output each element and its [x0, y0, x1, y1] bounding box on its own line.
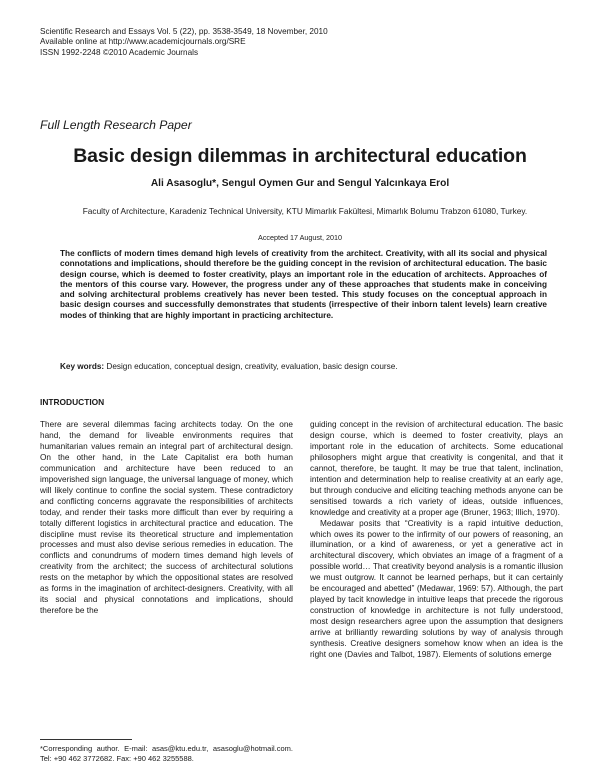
keywords — [60, 362, 550, 371]
section-heading: INTRODUCTION — [40, 397, 105, 407]
keywords-text: Design education, conceptual design, creativity, evaluation, basic design course. — [104, 362, 398, 371]
journal-header — [40, 27, 328, 58]
journal-issn: ISSN 1992-2248 ©2010 Academic Journals — [40, 47, 199, 57]
keywords-label: Key words: — [60, 362, 105, 371]
abstract: The conflicts of modern times demand high levels of creativity from the architect. Creativity, with all its social and physical connotations and implications, should therefore be the guiding concept in the revision of architectural education. The basic design course, which is deemed to foster creativity, plays an important role in the education of architects. Approaches of the mentors of this course vary. However, the progress under any of these approaches that students make in conceiving and solving architectural problems creatively has never been tested. This study focuses on the conceptual approach in basic design courses and successfully demonstrates that students (irrespective of their inborn talent levels) learn creative modes of thinking that are highly important in practicing architecture. — [60, 249, 547, 320]
footnote-rule — [40, 739, 132, 740]
journal-url: Available online at http://www.academicjournals.org/SRE — [40, 37, 246, 47]
body-paragraph: There are several dilemmas facing architects today. On the one hand, the demand for liveable environments requires that humanitarian values remain an integral part of architectural design. On the other hand, in the Late Capitalist era both human communication and architecture have been reduced to an impoverished sign language, the universal language of money, which will likely continue to confine the social system. These contradictory and conflicting concerns aggravate the responsibilities of architects today, and render their tasks more difficult than ever by requiring a totally different logistics in architectural practice and education. The discipline must revise its theoretical structure and implementation processes and must also devise serious remedies in education. The conflicts and conundrums of modern times demand high levels of creativity from the architect; the success of architectural solutions rests on the metaphor by which the oppositional states are resolved as forms in the imagination of architect-designers. Creativity, with all its social and physical connotations and implications, should therefore be the — [40, 420, 293, 616]
body-paragraph: Medawar posits that “Creativity is a rapid intuitive deduction, which owes its power to the infirmity of our powers of reasoning, an illumination, or a kind of awareness, or yet a generative act in architectural discovery, which obviates an image of a fragment of a possible world… That creativity beyond analysis is a romantic illusion we must outgrow. It cannot be learned perhaps, but it can certainly be encouraged and abetted” (Medawar, 1969: 57). Although, the part played by tacit knowledge in intuitive leaps that precede the rigorous construction of knowledge in architecture is not fully understood, most design researchers agree upon the assumption that designers arrive at brilliantly rewarding solutions by way of analysis through synthesis. Creative designers somehow know when an idea is the right one (Davies and Talbot, 1987). Elements of solutions emerge — [310, 518, 563, 660]
paper-type: Full Length Research Paper — [40, 118, 192, 132]
author-affiliation: Faculty of Architecture, Karadeniz Technical University, KTU Mimarlık Fakültesi, Mimarlık Bolumu Trabzon 61080, Turkey. — [82, 206, 528, 216]
left-column — [40, 420, 293, 730]
paper-title: Basic design dilemmas in architectural education — [73, 145, 527, 167]
right-column — [310, 420, 563, 765]
accepted-date: Accepted 17 August, 2010 — [258, 233, 342, 242]
footnote: *Corresponding author. E-mail: asas@ktu.edu.tr, asasoglu@hotmail.com. Tel: +90 462 3772682. Fax: +90 462 3255588. — [40, 744, 293, 763]
body-paragraph: guiding concept in the revision of architectural education. The basic design course, which is deemed to foster creativity, plays an important role in the education of architects. Some educational philosophers might argue that creativity is congenital, and that it cannot, therefore, be taught. It may be true that talent, inclination, intention and determination help to realise creativity at an early age, but through conducive and eliciting teaching methods anyone can be sensitised towards a rich variety of ideas, outside influences, knowledge and creativity at a proper age (Bruner, 1963; Illich, 1970). — [310, 420, 563, 517]
journal-citation: Scientific Research and Essays Vol. 5 (22), pp. 3538-3549, 18 November, 2010 — [40, 27, 328, 36]
author-list: Ali Asasoglu*, Sengul Oymen Gur and Sengul Yalcınkaya Erol — [150, 178, 450, 189]
